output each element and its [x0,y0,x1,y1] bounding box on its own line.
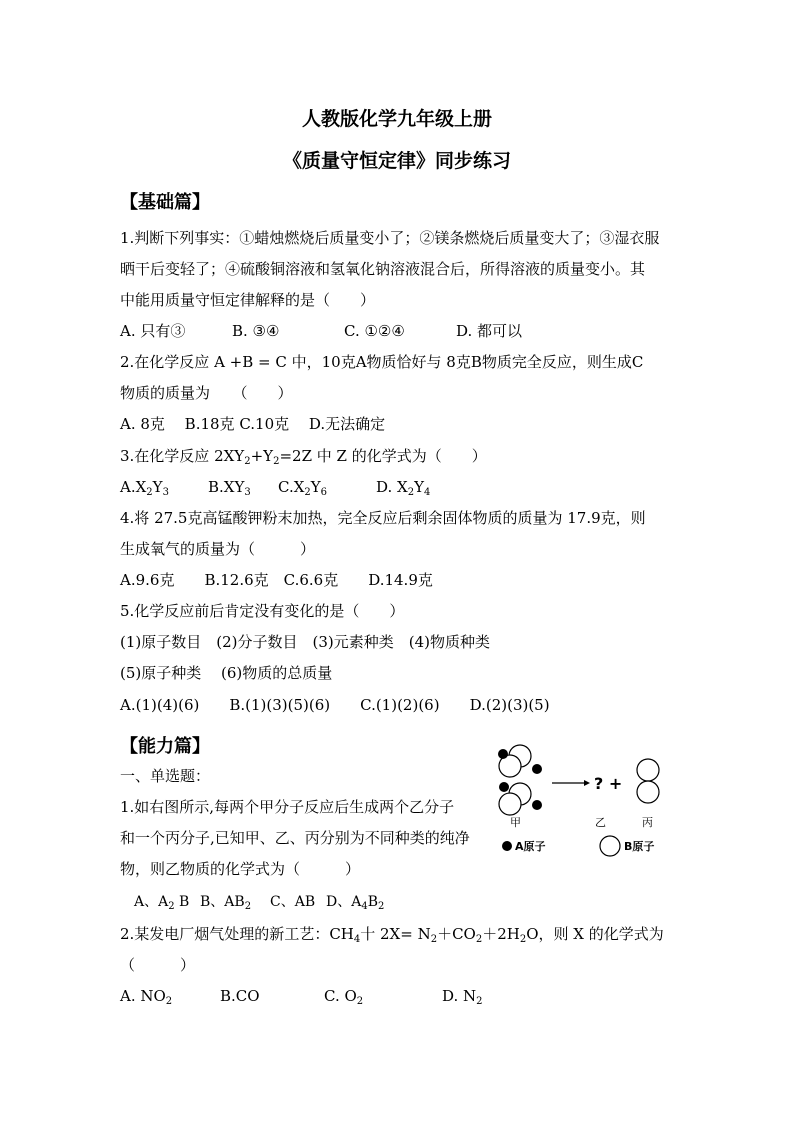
q1-option-b: B. ③④ [232,322,280,340]
a2-options [120,986,483,1006]
product-bing-molecule [637,759,659,803]
a2-option-d: D. $N_2$ [442,987,483,1007]
a-atom [498,749,508,759]
a1-line3: 物，则乙物质的化学式为（ ） [120,860,361,878]
legend-a-label: A原子 [515,840,546,853]
reactant-jia-molecules [498,745,542,815]
b-atom [499,793,521,815]
question-mark-plus: ? + [594,774,623,793]
a1-option-a: A、$A_2$ B [134,894,190,912]
q3-options [120,477,430,497]
a1-option-b: B、$AB_2$ [200,894,252,912]
label-bing: 丙 [642,816,653,829]
a-atom [532,764,542,774]
label-jia: 甲 [510,816,521,829]
section-basic-heading: 【基础篇】 [120,192,210,213]
q3-stem-part: +Y [250,447,274,465]
q5-line1: 5.化学反应前后肯定没有变化的是（ ） [120,602,405,620]
q3-subscript: 2 [244,456,251,467]
legend-a-atom-icon [502,841,512,851]
legend-b-label: B原子 [624,840,655,853]
document-title: 人教版化学九年级上册 [301,108,492,130]
q4-line2: 生成氧气的质量为（ ） [120,540,316,558]
document-subtitle: 《质量守恒定律》同步练习 [282,150,511,172]
q3-subscript: 2 [273,456,280,467]
legend-b-atom-icon [600,836,620,856]
q3-option-b: $B.XY_3$ [208,478,251,498]
q5-line2: (1)原子数目 (2)分子数目 (3)元素种类 (4)物质种类 [120,633,490,651]
q3-option-a: $A.X_2Y_3$ [120,478,169,498]
q1-line3: 中能用质量守恒定律解释的是（ ） [120,291,376,309]
section-ability-heading: 【能力篇】 [120,736,210,757]
q1-option-c: C. ①②④ [344,322,405,340]
q3-option-c: $C.X_2Y_6$ [278,478,328,498]
q2-options: A. 8克 B.18克 C.10克 D.无法确定 [120,415,386,433]
a1-option-c: C、AB [270,894,316,910]
label-yi: 乙 [595,816,606,829]
a1-line1: 1.如右图所示,每两个甲分子反应后生成两个乙分子 [120,798,455,816]
q1-option-a: A. 只有③ [120,322,186,340]
q3-stem-part: =2Z 中 Z 的化学式为（ ） [279,447,487,465]
a-atom [532,800,542,810]
a2-line1: 2.某发电厂烟气处理的新工艺：$CH_4$十 $2X= N_2+CO_2+2H_2O$，则 X 的化学式为 [120,925,664,945]
q2-line2: 物质的质量为 （ ） [120,384,293,402]
q1-line1: 1.判断下列事实：①蜡烛燃烧后质量变小了；②镁条燃烧后质量变大了；③湿衣服 [120,229,660,247]
a1-line2: 和一个丙分子,已知甲、乙、丙分别为不同种类的纯净 [120,829,470,847]
a-atom [499,782,509,792]
b-atom [637,781,659,803]
q2-line1: 2.在化学反应 A +B = C 中，10克A物质恰好与 8克B物质完全反应，则生成C [120,353,644,371]
q4-line1: 4.将 27.5克高锰酸钾粉末加热，完全反应后剩余固体物质的质量为 17.9克，则 [120,509,646,527]
q3-stem [120,446,487,466]
q4-options: A.9.6克 B.12.6克 C.6.6克 D.14.9克 [120,571,433,589]
molecule-reaction-figure [490,742,680,862]
b-atom [637,759,659,781]
q1-option-d: D. 都可以 [456,322,523,340]
a2-option-c: C. $O_2$ [324,987,364,1007]
q1-line2: 晒干后变轻了；④硫酸铜溶液和氢氧化钠溶液混合后，所得溶液的质量变小。其 [120,260,646,278]
a2-line2: （ ） [120,956,196,974]
q5-options: A.(1)(4)(6) B.(1)(3)(5)(6) C.(1)(2)(6) D.(2)(3)(5) [120,696,550,714]
q3-option-d: D. $X_2Y_4$ [376,478,431,498]
q3-stem-part: 3.在化学反应 2XY [120,447,245,465]
a2-option-b: B.CO [220,987,260,1005]
q1-options [120,321,522,341]
ability-subheading: 一、单选题： [120,767,211,785]
q5-line3: (5)原子种类 (6)物质的总质量 [120,664,333,682]
a2-option-a: A. $NO_2$ [120,987,173,1007]
a1-options [134,892,384,912]
reaction-arrow [552,780,590,786]
a1-option-d: D、$A_4B_2$ [326,894,385,912]
